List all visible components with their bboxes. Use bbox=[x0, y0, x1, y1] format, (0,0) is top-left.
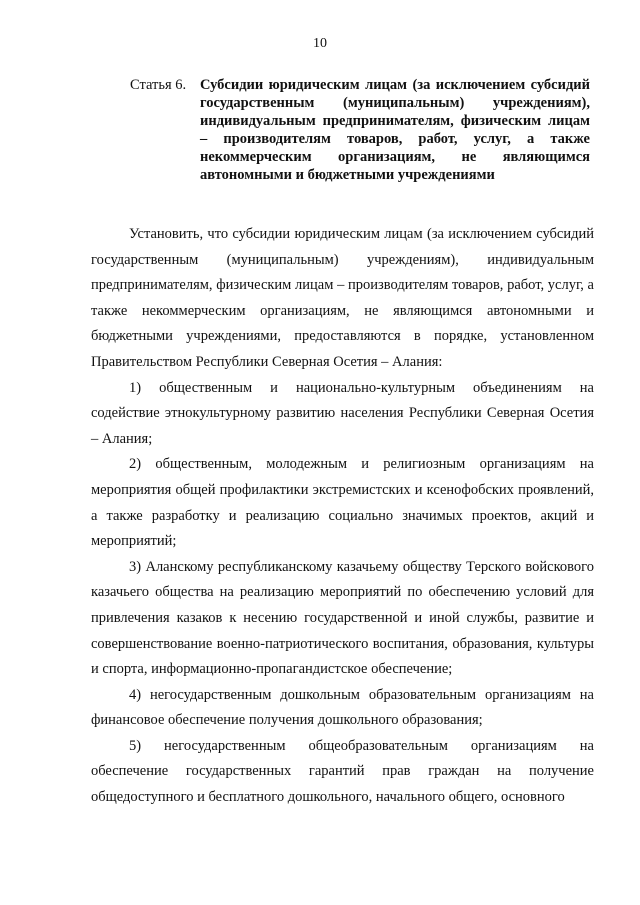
article-title: Субсидии юридическим лицам (за исключением субсидий государственным (муниципальным) учреждениям), индивидуальным предпринимателям, физическим лицам – производителям товаров, работ, услуг, а также некоммерческим организациям, не являющимся автономными и бюджетными учреждениями bbox=[200, 77, 590, 183]
list-item: 2) общественным, молодежным и религиозным организациям на мероприятия общей профилактики экстремистских и ксенофобских проявлений, а также разработку и реализацию социально значимых проектов, акций и мероприятий; bbox=[91, 456, 594, 550]
list-item: 1) общественным и национально-культурным объединениям на содействие этнокультурному развитию населения Республики Северная Осетия – Алания; bbox=[91, 379, 594, 447]
article-heading bbox=[130, 76, 590, 184]
article-label: Статья 6. bbox=[130, 77, 187, 93]
list-item: 3) Аланскому республиканскому казачьему обществу Терского войскового казачьего общества на реализацию мероприятий по обеспечению условий для привлечения казаков к несению государственной и иной службы, развитие и совершенствование военно-патриотического воспитания, образования, культуры и спорта, информационно-пропагандистское обеспечение; bbox=[91, 558, 594, 678]
article-body bbox=[91, 222, 594, 811]
list-item: 4) негосударственным дошкольным образовательным организациям на финансовое обеспечение получения дошкольного образования; bbox=[91, 686, 594, 729]
intro-paragraph: Установить, что субсидии юридическим лицам (за исключением субсидий государственным (муниципальным) учреждениям), индивидуальным предпринимателям, физическим лицам – производителям товаров, работ, услуг, а также некоммерческим организациям, не являющимся автономными и бюджетными учреждениями, предоставляются в порядке, установленном Правительством Республики Северная Осетия – Алания: bbox=[91, 226, 594, 370]
list-item: 5) негосударственным общеобразовательным организациям на обеспечение государственных гарантий прав граждан на получение общедоступного и бесплатного дошкольного, начального общего, основного bbox=[91, 737, 594, 806]
page-number: 10 bbox=[313, 36, 327, 51]
